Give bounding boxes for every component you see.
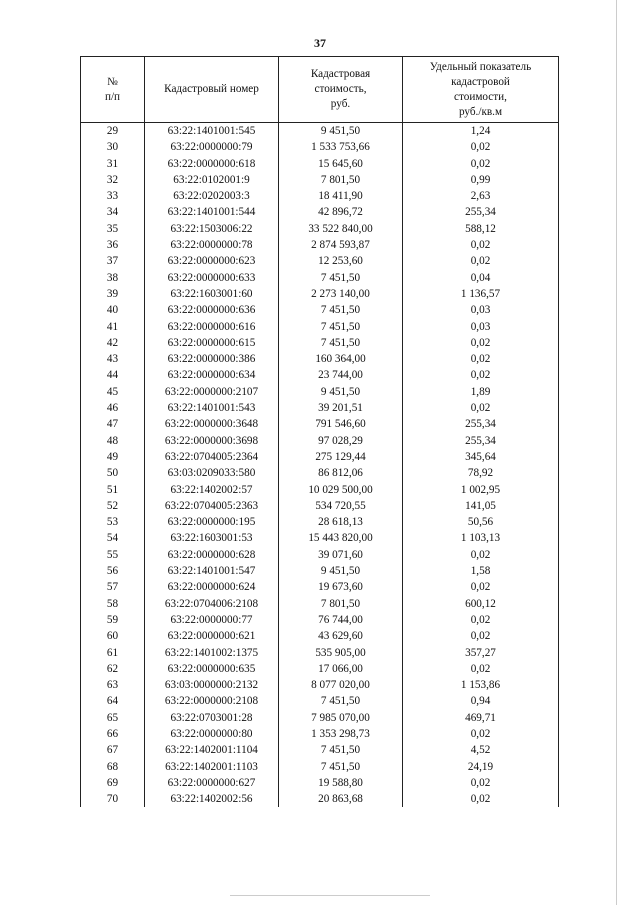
header-number-line2: п/п [104,90,121,103]
specific-value: 255,34 [403,416,559,432]
cadastral-value: 7 985 070,00 [279,710,403,726]
specific-value: 1,58 [403,563,559,579]
table-row [81,530,559,546]
specific-value: 0,02 [403,661,559,677]
cadastral-number: 63:22:1402001:1103 [145,759,279,775]
header-row [81,57,559,123]
specific-value: 0,02 [403,156,559,172]
cadastral-number: 63:22:0704005:2364 [145,449,279,465]
table-row [81,221,559,237]
row-number: 42 [81,335,145,351]
cadastral-number: 63:22:1401001:547 [145,563,279,579]
cadastral-value: 535 905,00 [279,645,403,661]
header-number-line1: № [107,75,118,88]
cadastral-value: 28 618,13 [279,514,403,530]
cadastral-value: 8 077 020,00 [279,677,403,693]
scan-edge-line [616,0,617,905]
row-number: 61 [81,645,145,661]
table-row [81,335,559,351]
table-row [81,693,559,709]
table-row [81,677,559,693]
cadastral-number: 63:22:0202003:3 [145,188,279,204]
cadastral-value: 9 451,50 [279,384,403,400]
cadastral-value: 2 273 140,00 [279,286,403,302]
specific-value: 50,56 [403,514,559,530]
cadastral-number: 63:22:0704006:2108 [145,596,279,612]
specific-value: 0,02 [403,367,559,383]
cadastral-number: 63:22:1603001:60 [145,286,279,302]
table-row [81,645,559,661]
cadastral-number: 63:22:0000000:616 [145,319,279,335]
cadastral-number: 63:22:0000000:386 [145,351,279,367]
cadastral-number: 63:22:0000000:634 [145,367,279,383]
row-number: 45 [81,384,145,400]
row-number: 34 [81,204,145,220]
table-row [81,204,559,220]
cadastral-number: 63:22:1401001:544 [145,204,279,220]
cadastral-table [80,56,559,807]
header-value-line1: Кадастровая [310,68,371,80]
cadastral-value: 42 896,72 [279,204,403,220]
specific-value: 588,12 [403,221,559,237]
table-row [81,579,559,595]
row-number: 52 [81,498,145,514]
table-row [81,270,559,286]
cadastral-value: 19 588,80 [279,775,403,791]
cadastral-number: 63:22:0000000:618 [145,156,279,172]
row-number: 36 [81,237,145,253]
cadastral-number: 63:22:0000000:628 [145,547,279,563]
table-row [81,759,559,775]
cadastral-value: 19 673,60 [279,579,403,595]
table-row [81,775,559,791]
table-row [81,612,559,628]
cadastral-number: 63:22:1402002:56 [145,791,279,807]
header-value-line2: стоимость, [314,83,367,95]
cadastral-number: 63:22:1503006:22 [145,221,279,237]
cadastral-value: 18 411,90 [279,188,403,204]
specific-value: 0,04 [403,270,559,286]
row-number: 63 [81,677,145,693]
row-number: 70 [81,791,145,807]
cadastral-number: 63:22:0000000:195 [145,514,279,530]
table-row [81,791,559,807]
cadastral-number: 63:22:0000000:624 [145,579,279,595]
row-number: 49 [81,449,145,465]
row-number: 54 [81,530,145,546]
cadastral-value: 7 451,50 [279,302,403,318]
table-row [81,351,559,367]
cadastral-number: 63:22:0000000:636 [145,302,279,318]
row-number: 35 [81,221,145,237]
row-number: 57 [81,579,145,595]
row-number: 59 [81,612,145,628]
specific-value: 0,02 [403,579,559,595]
cadastral-value: 1 353 298,73 [279,726,403,742]
cadastral-number: 63:22:1401002:1375 [145,645,279,661]
cadastral-value: 9 451,50 [279,123,403,140]
specific-value: 0,02 [403,547,559,563]
table-row [81,237,559,253]
table-row [81,400,559,416]
specific-value: 0,03 [403,319,559,335]
header-specific-line3: стоимости, [454,90,507,103]
cadastral-value: 7 451,50 [279,759,403,775]
cadastral-value: 97 028,29 [279,433,403,449]
specific-value: 0,02 [403,139,559,155]
specific-value: 600,12 [403,596,559,612]
table-row [81,302,559,318]
table-row [81,547,559,563]
specific-value: 2,63 [403,188,559,204]
cadastral-number: 63:22:0000000:2108 [145,693,279,709]
specific-value: 345,64 [403,449,559,465]
cadastral-value: 1 533 753,66 [279,139,403,155]
cadastral-value: 15 443 820,00 [279,530,403,546]
specific-value: 0,02 [403,237,559,253]
specific-value: 0,99 [403,172,559,188]
cadastral-number: 63:22:0000000:80 [145,726,279,742]
row-number: 33 [81,188,145,204]
cadastral-number: 63:22:0102001:9 [145,172,279,188]
row-number: 46 [81,400,145,416]
cadastral-value: 17 066,00 [279,661,403,677]
specific-value: 0,02 [403,253,559,269]
cadastral-number: 63:22:1401001:543 [145,400,279,416]
row-number: 47 [81,416,145,432]
cadastral-value: 7 801,50 [279,596,403,612]
cadastral-number: 63:22:0000000:3648 [145,416,279,432]
table-row [81,433,559,449]
cadastral-number: 63:03:0000000:2132 [145,677,279,693]
cadastral-value: 7 451,50 [279,270,403,286]
specific-value: 1 136,57 [403,286,559,302]
table-row [81,710,559,726]
header-number [81,57,145,123]
cadastral-number: 63:22:0000000:623 [145,253,279,269]
table-body [81,123,559,808]
specific-value: 1,89 [403,384,559,400]
cadastral-number: 63:22:1402001:1104 [145,742,279,758]
cadastral-number: 63:22:1402002:57 [145,482,279,498]
row-number: 58 [81,596,145,612]
specific-value: 24,19 [403,759,559,775]
table-row [81,465,559,481]
table-row [81,742,559,758]
row-number: 31 [81,156,145,172]
cadastral-number: 63:22:0703001:28 [145,710,279,726]
cadastral-value: 20 863,68 [279,791,403,807]
header-cadastral-number [145,57,279,123]
cadastral-value: 43 629,60 [279,628,403,644]
table-row [81,449,559,465]
table-row [81,482,559,498]
specific-value: 255,34 [403,433,559,449]
table-row [81,661,559,677]
cadastral-number: 63:22:0000000:2107 [145,384,279,400]
row-number: 60 [81,628,145,644]
specific-value: 469,71 [403,710,559,726]
table-row [81,253,559,269]
cadastral-value: 160 364,00 [279,351,403,367]
page-number: 37 [314,36,326,50]
row-number: 53 [81,514,145,530]
row-number: 51 [81,482,145,498]
row-number: 30 [81,139,145,155]
table-row [81,628,559,644]
specific-value: 0,94 [403,693,559,709]
table-row [81,596,559,612]
specific-value: 0,03 [403,302,559,318]
scan-bottom-line [230,895,430,896]
table-row [81,726,559,742]
specific-value: 4,52 [403,742,559,758]
row-number: 64 [81,693,145,709]
row-number: 50 [81,465,145,481]
cadastral-number: 63:22:0000000:633 [145,270,279,286]
specific-value: 78,92 [403,465,559,481]
cadastral-number: 63:03:0209033:580 [145,465,279,481]
table-row [81,286,559,302]
table-header [81,57,559,123]
cadastral-value: 7 451,50 [279,319,403,335]
cadastral-value: 33 522 840,00 [279,221,403,237]
specific-value: 0,02 [403,351,559,367]
row-number: 43 [81,351,145,367]
cadastral-value: 7 451,50 [279,335,403,351]
row-number: 44 [81,367,145,383]
specific-value: 1 153,86 [403,677,559,693]
table-row [81,367,559,383]
row-number: 41 [81,319,145,335]
cadastral-value: 7 451,50 [279,693,403,709]
row-number: 40 [81,302,145,318]
specific-value: 0,02 [403,628,559,644]
row-number: 38 [81,270,145,286]
cadastral-value: 76 744,00 [279,612,403,628]
cadastral-number: 63:22:0000000:79 [145,139,279,155]
cadastral-value: 10 029 500,00 [279,482,403,498]
cadastral-number: 63:22:0000000:621 [145,628,279,644]
specific-value: 255,34 [403,204,559,220]
row-number: 62 [81,661,145,677]
row-number: 69 [81,775,145,791]
cadastral-value: 12 253,60 [279,253,403,269]
cadastral-value: 39 201,51 [279,400,403,416]
table-row [81,416,559,432]
table-row [81,172,559,188]
table-row [81,514,559,530]
row-number: 66 [81,726,145,742]
cadastral-number: 63:22:1603001:53 [145,530,279,546]
header-value-line3: руб. [330,98,351,110]
specific-value: 357,27 [403,645,559,661]
row-number: 68 [81,759,145,775]
table-row [81,139,559,155]
cadastral-value: 7 451,50 [279,742,403,758]
table-row [81,563,559,579]
cadastral-value: 9 451,50 [279,563,403,579]
specific-value: 0,02 [403,335,559,351]
specific-value: 0,02 [403,612,559,628]
cadastral-value: 2 874 593,87 [279,237,403,253]
table-row [81,188,559,204]
cadastral-number: 63:22:0000000:615 [145,335,279,351]
cadastral-value: 15 645,60 [279,156,403,172]
table-row [81,156,559,172]
row-number: 65 [81,710,145,726]
header-specific-line4: руб./кв.м [458,105,503,118]
header-cadastral-number-label: Кадастровый номер [164,83,259,95]
specific-value: 1 002,95 [403,482,559,498]
specific-value: 1 103,13 [403,530,559,546]
cadastral-number: 63:22:0000000:77 [145,612,279,628]
specific-value: 0,02 [403,775,559,791]
cadastral-value: 23 744,00 [279,367,403,383]
cadastral-value: 275 129,44 [279,449,403,465]
cadastral-value: 534 720,55 [279,498,403,514]
table-row [81,384,559,400]
header-cadastral-value [279,57,403,123]
cadastral-number: 63:22:0000000:627 [145,775,279,791]
cadastral-number: 63:22:0704005:2363 [145,498,279,514]
row-number: 29 [81,123,145,140]
header-specific-line2: кадастровой [451,75,510,88]
table-row [81,498,559,514]
row-number: 37 [81,253,145,269]
row-number: 39 [81,286,145,302]
cadastral-value: 86 812,06 [279,465,403,481]
header-specific-value [403,57,559,123]
specific-value: 141,05 [403,498,559,514]
specific-value: 0,02 [403,726,559,742]
row-number: 67 [81,742,145,758]
cadastral-value: 39 071,60 [279,547,403,563]
specific-value: 0,02 [403,791,559,807]
row-number: 32 [81,172,145,188]
specific-value: 0,02 [403,400,559,416]
cadastral-value: 791 546,60 [279,416,403,432]
table-row [81,123,559,140]
cadastral-number: 63:22:0000000:635 [145,661,279,677]
table-row [81,319,559,335]
row-number: 56 [81,563,145,579]
cadastral-value: 7 801,50 [279,172,403,188]
cadastral-number: 63:22:0000000:78 [145,237,279,253]
cadastral-number: 63:22:1401001:545 [145,123,279,140]
cadastral-number: 63:22:0000000:3698 [145,433,279,449]
specific-value: 1,24 [403,123,559,140]
row-number: 55 [81,547,145,563]
header-specific-line1: Удельный показатель [429,60,532,73]
row-number: 48 [81,433,145,449]
